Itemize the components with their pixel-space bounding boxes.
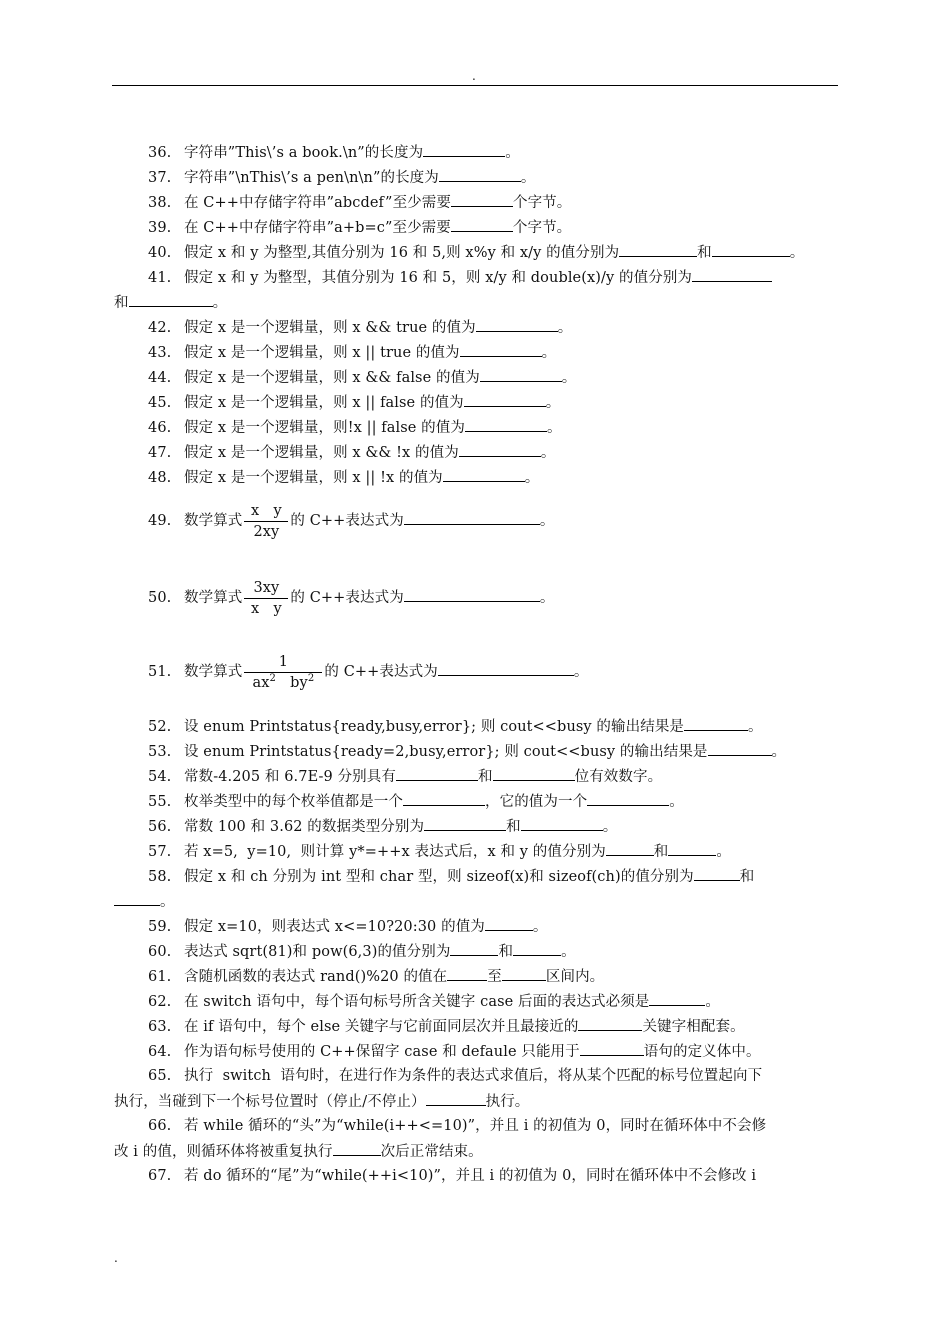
question-text-end: 位有效数字。 — [574, 769, 663, 785]
question-47 — [148, 443, 555, 462]
question-45 — [148, 393, 560, 412]
answer-blank — [114, 892, 160, 906]
answer-blank — [439, 168, 521, 182]
answer-blank — [460, 343, 542, 357]
question-text: 设 enum Printstatus{ready,busy,error}; 则 cout<<busy 的输出结果是 — [184, 719, 685, 735]
question-text-end: 。 — [505, 145, 520, 161]
question-number: 61. — [148, 969, 172, 985]
question-52 — [148, 717, 763, 736]
question-text-end: 执行。 — [485, 1094, 530, 1110]
question-number: 66. — [148, 1118, 172, 1134]
question-57 — [148, 842, 731, 861]
question-46 — [148, 418, 562, 437]
question-number: 43. — [148, 345, 172, 361]
question-text-cont: 和 — [114, 295, 129, 311]
question-text-end: 。 — [540, 445, 556, 461]
question-text: 若 do 循环的“尾”为“while(++i<10)”，并且 i 的初值为 0，同时在循环体中不会修改 i — [184, 1168, 757, 1184]
answer-blank — [459, 443, 541, 457]
question-56 — [148, 817, 617, 836]
question-58 — [148, 867, 754, 886]
answer-blank — [404, 588, 540, 602]
answer-blank — [708, 742, 772, 756]
question-44 — [148, 368, 576, 387]
question-text: 在 C++中存储字符串”abcdef”至少需要 — [184, 195, 451, 211]
question-text-mid: 和 — [498, 944, 514, 960]
answer-blank — [451, 193, 513, 207]
question-text-end: 。 — [520, 170, 536, 186]
question-text-mid: 的 C++表达式为 — [290, 513, 404, 529]
fraction-numerator: 3xy — [253, 579, 280, 596]
question-55 — [148, 792, 684, 811]
question-41-continued — [114, 293, 227, 312]
question-text: 假定 x=10，则表达式 x<=10?20:30 的值为 — [184, 919, 485, 935]
question-number: 40. — [148, 245, 172, 261]
fraction — [244, 578, 288, 619]
question-text: 数学算式 — [184, 513, 243, 529]
question-51 — [148, 650, 588, 694]
question-number: 56. — [148, 819, 172, 835]
question-text: 假定 x 是一个逻辑量，则 x || !x 的值为 — [184, 470, 443, 486]
question-number: 64. — [148, 1044, 172, 1060]
question-text-end: 。 — [532, 919, 548, 935]
question-38 — [148, 193, 571, 212]
question-65 — [148, 1067, 762, 1085]
fraction-denominator: x y — [251, 600, 282, 617]
question-66-continued — [114, 1142, 483, 1161]
question-66 — [148, 1117, 766, 1135]
fraction — [244, 501, 288, 542]
question-text: 假定 x 是一个逻辑量，则 x || true 的值为 — [184, 345, 460, 361]
fraction-denominator: 2xy — [253, 523, 280, 540]
question-43 — [148, 343, 556, 362]
answer-blank — [450, 942, 498, 956]
question-60 — [148, 942, 576, 961]
answer-blank — [438, 662, 574, 676]
question-text-mid: 和 — [697, 245, 712, 261]
question-number: 41. — [148, 270, 172, 286]
fraction-numerator: x y — [251, 502, 282, 519]
answer-blank — [404, 511, 540, 525]
footer-mark: . — [114, 1251, 118, 1265]
answer-blank — [684, 717, 748, 731]
question-number: 46. — [148, 420, 172, 436]
question-67 — [148, 1167, 756, 1185]
denominator-term-b: by — [276, 674, 308, 691]
question-text: 在 if 语句中，每个 else 关键字与它前面同层次并且最接近的 — [184, 1019, 579, 1035]
question-text: 表达式 sqrt(81)和 pow(6,3)的值分别为 — [184, 944, 451, 960]
question-text-end: 。 — [573, 664, 589, 680]
answer-blank — [443, 468, 525, 482]
question-text-end: 。 — [771, 744, 787, 760]
question-text-end: 。 — [789, 245, 805, 261]
answer-blank — [396, 767, 478, 781]
answer-blank — [424, 817, 506, 831]
question-61 — [148, 967, 604, 986]
question-text: 数学算式 — [184, 664, 243, 680]
answer-blank — [606, 842, 654, 856]
question-text-end: 。 — [212, 295, 228, 311]
question-62 — [148, 992, 720, 1011]
question-text-mid: 的 C++表达式为 — [324, 664, 438, 680]
question-number: 49. — [148, 513, 172, 529]
answer-blank — [694, 867, 740, 881]
question-number: 55. — [148, 794, 172, 810]
question-text-mid: 至 — [487, 969, 502, 985]
answer-blank — [451, 218, 513, 232]
question-text: 假定 x 和 y 为整型,其值分别为 16 和 5,则 x%y 和 x/y 的值分别为 — [184, 245, 620, 261]
question-text-end: 语句的定义体中。 — [643, 1044, 761, 1060]
question-text: 假定 x 是一个逻辑量，则!x || false 的值为 — [184, 420, 465, 436]
denominator-term-a: ax — [252, 674, 270, 691]
question-text-end: 次后正常结束。 — [380, 1144, 483, 1160]
question-39 — [148, 218, 571, 237]
question-36 — [148, 143, 520, 162]
question-number: 54. — [148, 769, 172, 785]
question-text: 假定 x 和 y 为整型，其值分别为 16 和 5，则 x/y 和 double(x)/y 的值分别为 — [184, 270, 693, 286]
question-48 — [148, 468, 539, 487]
question-number: 50. — [148, 590, 172, 606]
question-number: 42. — [148, 320, 172, 336]
question-text-end: 。 — [561, 370, 577, 386]
question-58-continued — [114, 892, 175, 911]
question-text: 数学算式 — [184, 590, 243, 606]
answer-blank — [513, 942, 561, 956]
question-41 — [148, 268, 772, 287]
question-text: 常数 100 和 3.62 的数据类型分别为 — [184, 819, 425, 835]
question-64 — [148, 1042, 761, 1061]
question-number: 58. — [148, 869, 172, 885]
question-text-end: 。 — [669, 794, 684, 810]
answer-blank — [465, 418, 547, 432]
question-text: 若 x=5, y=10, 则计算 y*=++x 表达式后，x 和 y 的值分别为 — [184, 844, 606, 860]
question-42 — [148, 318, 572, 337]
question-text-end: 。 — [557, 320, 573, 336]
answer-blank — [502, 967, 546, 981]
question-number: 59. — [148, 919, 172, 935]
question-text: 含随机函数的表达式 rand()%20 的值在 — [184, 969, 448, 985]
question-53 — [148, 742, 786, 761]
question-text: 设 enum Printstatus{ready=2,busy,error}; 则 cout<<busy 的输出结果是 — [184, 744, 708, 760]
question-number: 36. — [148, 145, 172, 161]
question-number: 39. — [148, 220, 172, 236]
question-40 — [148, 243, 804, 262]
question-number: 47. — [148, 445, 172, 461]
question-number: 57. — [148, 844, 172, 860]
question-text: 假定 x 是一个逻辑量，则 x && !x 的值为 — [184, 445, 459, 461]
answer-blank — [129, 293, 213, 307]
answer-blank — [668, 842, 716, 856]
question-text-end: 。 — [561, 944, 576, 960]
question-50 — [148, 576, 554, 620]
question-text-end: 。 — [705, 994, 721, 1010]
question-number: 60. — [148, 944, 172, 960]
question-text-end: 。 — [539, 513, 555, 529]
question-text: 假定 x 是一个逻辑量，则 x || false 的值为 — [184, 395, 464, 411]
question-text-cont: 执行，当碰到下一个标号位置时（停止/不停止） — [114, 1094, 426, 1110]
question-text-cont: 改 i 的值，则循环体将被重复执行 — [114, 1144, 333, 1160]
question-number: 37. — [148, 170, 172, 186]
question-text-mid: 和 — [653, 844, 669, 860]
question-number: 51. — [148, 664, 172, 680]
question-text-end: 。 — [524, 470, 540, 486]
header-mark: . — [472, 69, 476, 83]
question-text: 常数-4.205 和 6.7E-9 分别具有 — [184, 769, 396, 785]
question-number: 48. — [148, 470, 172, 486]
question-number: 65. — [148, 1068, 172, 1084]
question-text: 假定 x 是一个逻辑量，则 x && false 的值为 — [184, 370, 480, 386]
answer-blank — [493, 767, 575, 781]
answer-blank — [464, 393, 546, 407]
question-text-end: 。 — [545, 395, 561, 411]
question-37 — [148, 168, 536, 187]
question-text-end: 。 — [748, 719, 763, 735]
question-text-end: 关键字相配套。 — [642, 1019, 745, 1035]
question-number: 52. — [148, 719, 172, 735]
fraction-denominator — [244, 673, 322, 693]
question-63 — [148, 1017, 745, 1036]
question-text: 枚举类型中的每个枚举值都是一个 — [184, 794, 403, 810]
question-text-mid: 和 — [739, 869, 755, 885]
answer-blank — [423, 143, 505, 157]
exponent: 2 — [269, 672, 277, 684]
answer-blank — [587, 792, 669, 806]
question-text-end: 个字节。 — [512, 220, 572, 236]
question-text: 执行 switch 语句时，在进行作为条件的表达式求值后，将从某个匹配的标号位置起向下 — [184, 1068, 763, 1084]
question-text-mid: ，它的值为一个 — [485, 794, 588, 810]
question-text: 在 C++中存储字符串”a+b=c”至少需要 — [184, 220, 451, 236]
question-number: 44. — [148, 370, 172, 386]
question-text: 作为语句标号使用的 C++保留字 case 和 defaule 只能用于 — [184, 1044, 580, 1060]
answer-blank — [692, 268, 772, 282]
answer-blank — [580, 1042, 644, 1056]
question-65-continued — [114, 1092, 529, 1111]
question-text-mid: 和 — [477, 769, 493, 785]
question-59 — [148, 917, 548, 936]
answer-blank — [333, 1142, 381, 1156]
answer-blank — [619, 243, 697, 257]
exponent: 2 — [307, 672, 315, 684]
question-text: 在 switch 语句中，每个语句标号所含关键字 case 后面的表达式必须是 — [184, 994, 650, 1010]
answer-blank — [447, 967, 487, 981]
answer-blank — [649, 992, 705, 1006]
question-49 — [148, 499, 554, 543]
question-text: 若 while 循环的“头”为“while(i++<=10)”，并且 i 的初值为 0，同时在循环体中不会修 — [184, 1118, 767, 1134]
question-text: 字符串”This\’s a book.\n”的长度为 — [184, 145, 424, 161]
answer-blank — [426, 1092, 486, 1106]
question-54 — [148, 767, 662, 786]
question-text: 假定 x 和 ch 分别为 int 型和 char 型，则 sizeof(x)和 sizeof(ch)的值分别为 — [184, 869, 694, 885]
answer-blank — [485, 917, 533, 931]
question-text-end: 。 — [716, 844, 732, 860]
answer-blank — [403, 792, 485, 806]
question-text-end: 。 — [546, 420, 562, 436]
question-number: 38. — [148, 195, 172, 211]
question-number: 62. — [148, 994, 172, 1010]
question-text-end: 。 — [541, 345, 557, 361]
fraction — [244, 652, 322, 693]
question-number: 67. — [148, 1168, 172, 1184]
question-number: 45. — [148, 395, 172, 411]
question-text-end: 个字节。 — [512, 195, 572, 211]
question-text-end: 。 — [602, 819, 618, 835]
answer-blank — [712, 243, 790, 257]
answer-blank — [480, 368, 562, 382]
answer-blank — [476, 318, 558, 332]
question-text-mid: 的 C++表达式为 — [290, 590, 404, 606]
question-number: 53. — [148, 744, 172, 760]
question-text-end: 。 — [539, 590, 555, 606]
question-text-end: 区间内。 — [545, 969, 605, 985]
answer-blank — [521, 817, 603, 831]
question-text-mid: 和 — [506, 819, 521, 835]
answer-blank — [578, 1017, 642, 1031]
fraction-numerator: 1 — [278, 653, 289, 670]
question-number: 63. — [148, 1019, 172, 1035]
question-text: 假定 x 是一个逻辑量，则 x && true 的值为 — [184, 320, 476, 336]
question-text-end: 。 — [160, 894, 175, 910]
question-text: 字符串”\nThis\’s a pen\n\n”的长度为 — [184, 170, 439, 186]
